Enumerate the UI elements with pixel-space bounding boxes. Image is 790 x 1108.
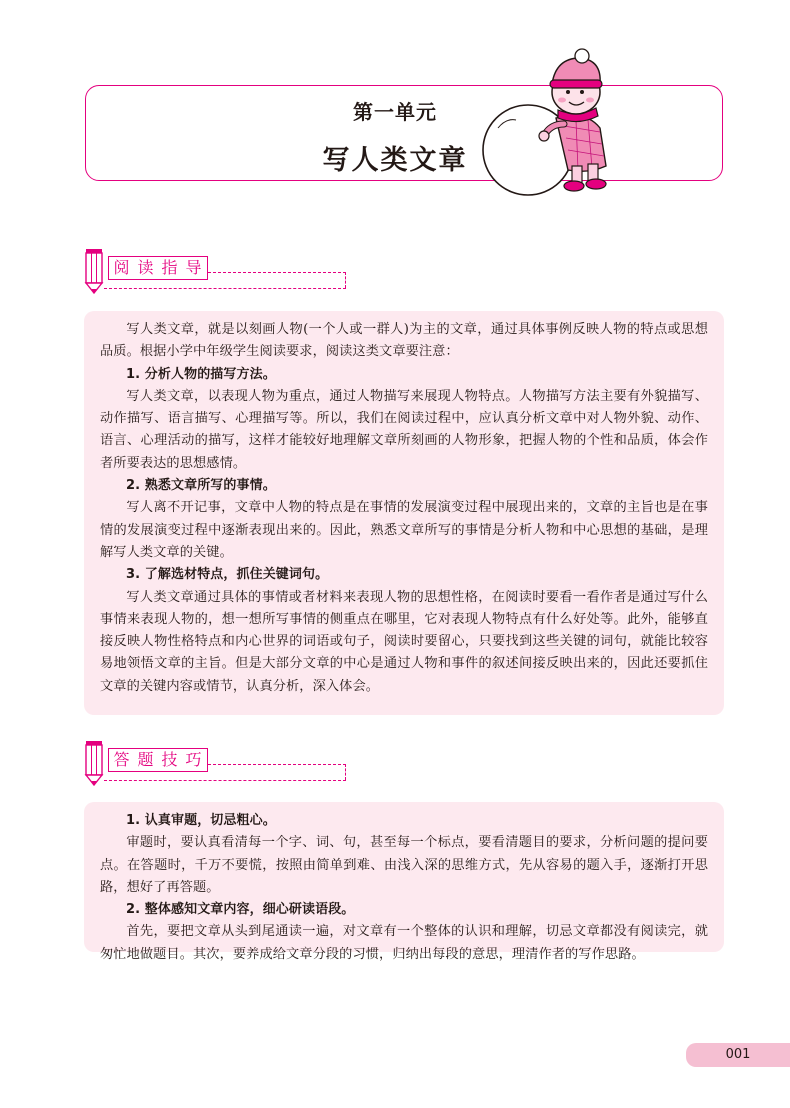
tag-char: 阅: [113, 258, 130, 277]
answer-tips-panel: [84, 802, 724, 962]
mascot-snowball-illustration: [468, 48, 628, 198]
tag-char: 巧: [185, 750, 202, 769]
paragraph: 写人类文章，就是以刻画人物(一个人或一群人)为主的文章，通过具体事例反映人物的特点或思想品质。根据小学中年级学生阅读要求，阅读这类文章要注意：: [100, 322, 708, 360]
subheading: 2. 熟悉文章所写的事情。: [126, 478, 276, 494]
subheading: 1. 认真审题，切忌粗心。: [126, 813, 276, 828]
subheading: 1. 分析人物的描写方法。: [126, 366, 276, 382]
tag-char: 题: [137, 750, 154, 769]
paragraph: 写人类文章，以表现人物为重点，通过人物描写来展现人物特点。人物描写方法主要有外貌描写、动作描写、语言描写、心理描写等。所以，我们在阅读过程中，应认真分析文章中对人物外貌、动作、语言、心理活动的描写，这样才能较好地理解文章所刻画的人物形象，把握人物的个性和品质，体会作者所要表达的思想感情。: [100, 388, 708, 471]
section-tag: [108, 256, 208, 280]
page-number: 001: [686, 1043, 790, 1067]
pencil-icon: [84, 740, 104, 786]
paragraph: 写人离不开记事，文章中人物的特点是在事情的发展演变过程中展现出来的，文章的主旨也是在事情的发展演变过程中逐渐表现出来的。因此，熟悉文章所写的事情是分析人物和中心思想的基础，是理解写人类文章的关键。: [100, 500, 708, 560]
dashed-divider: [104, 780, 346, 781]
tag-char: 读: [137, 258, 154, 277]
tag-char: 导: [185, 258, 202, 277]
dashed-divider: [208, 764, 346, 780]
reading-guide-header: [84, 248, 284, 292]
tag-char: 指: [161, 258, 178, 277]
paragraph: 首先，要把文章从头到尾通读一遍，对文章有一个整体的认识和理解，切忌文章都没有阅读完，就匆忙地做题目。其次，要养成给文章分段的习惯，归纳出每段的意思，理清作者的写作思路。: [100, 924, 708, 962]
pencil-icon: [84, 248, 104, 294]
subheading: 3. 了解选材特点，抓住关键词句。: [126, 567, 329, 583]
dashed-divider: [208, 272, 346, 288]
paragraph: 审题时，要认真看清每一个字、词、句，甚至每一个标点，要看清题目的要求，分析问题的提问要点。在答题时，千万不要慌，按照由简单到难、由浅入深的思维方式，先从容易的题入手，逐渐打开思路，想好了再答题。: [100, 835, 708, 895]
unit-label: 第一单元: [353, 100, 437, 124]
answer-tips-header: [84, 740, 284, 784]
tag-char: 答: [113, 750, 130, 769]
page-title: 写人类文章: [322, 145, 468, 176]
section-tag: [108, 748, 208, 772]
tag-char: 技: [161, 750, 178, 769]
dashed-divider: [104, 288, 346, 289]
subheading: 2. 整体感知文章内容，细心研读语段。: [126, 902, 355, 918]
paragraph: 写人类文章通过具体的事情或者材料来表现人物的思想性格，在阅读时要看一看作者是通过写什么事情来表现人物的，想一想所写事情的侧重点在哪里，它对表现人物特点有什么好处等。此外，能够直接反映人物性格特点和内心世界的词语或句子，阅读时要留心，只要找到这些关键的词句，就能比较容易地领悟文章的主旨。但是大部分文章的中心是通过人物和事件的叙述间接反映出来的，因此还要抓住文章的关键内容或情节，认真分析，深入体会。: [100, 589, 708, 694]
reading-guide-panel: [84, 311, 724, 715]
